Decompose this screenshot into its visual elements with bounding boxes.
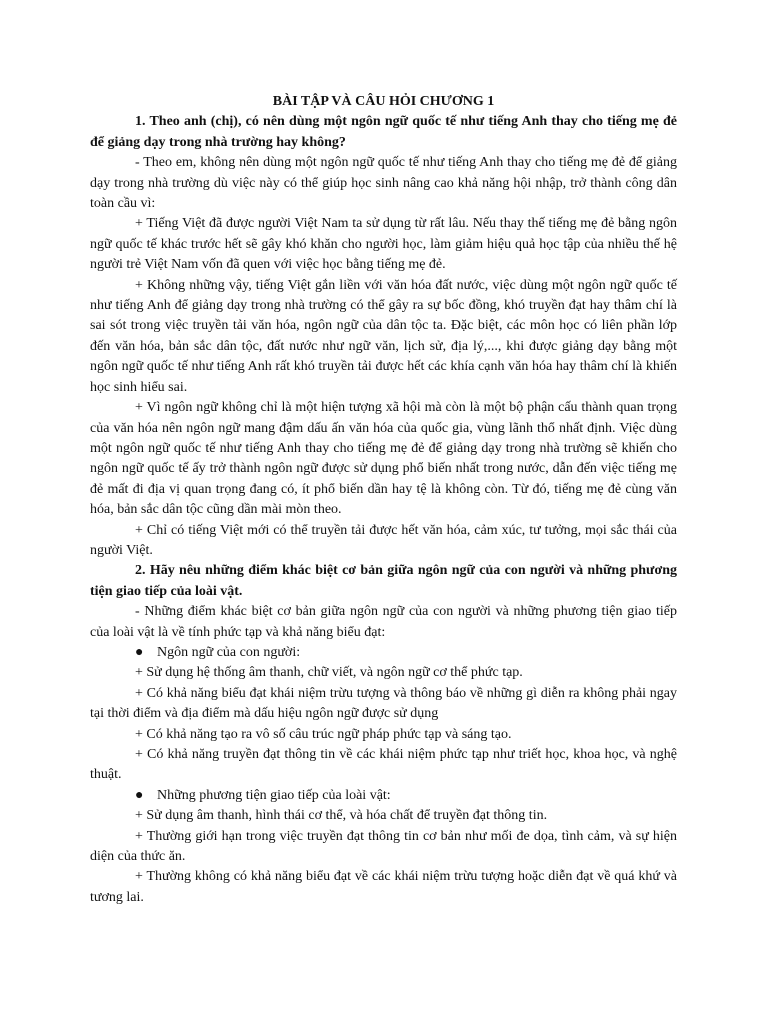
animal-point-1: + Sử dụng âm thanh, hình thái cơ thể, và hóa chất để truyền đạt thông tin. xyxy=(135,808,548,824)
question-1: 1. Theo anh (chị), có nên dùng một ngôn ngữ quốc tế như tiếng Anh thay cho tiếng mẹ đẻ để giảng dạy trong nhà trường hay không? xyxy=(90,114,677,150)
document-page xyxy=(90,92,677,908)
bullet-animal-communication xyxy=(90,786,677,806)
answer-1-intro: - Theo em, không nên dùng một ngôn ngữ quốc tế như tiếng Anh thay cho tiếng mẹ đẻ để giảng dạy trong nhà trường dù việc này có thể giúp học sinh nâng cao khả năng hội nhập, trở thành công dân toàn cầu vì: xyxy=(90,155,677,212)
human-point-4: + Có khả năng truyền đạt thông tin về các khái niệm phức tạp như triết học, khoa học, và nghệ thuật. xyxy=(90,747,677,783)
answer-1-point-1: + Tiếng Việt đã được người Việt Nam ta sử dụng từ rất lâu. Nếu thay thế tiếng mẹ đẻ bằng ngôn ngữ quốc tế khác trước hết sẽ gây khó khăn cho người học, làm giảm hiệu quả học tập của nhiều thế hệ người trẻ Việt Nam vốn đã quen với việc học bằng tiếng mẹ đẻ. xyxy=(90,216,677,273)
animal-point-2: + Thường giới hạn trong việc truyền đạt thông tin cơ bản như mối đe dọa, tình cảm, và sự hiện diện của thức ăn. xyxy=(90,828,677,865)
answer-2-intro: - Những điểm khác biệt cơ bản giữa ngôn ngữ của con người và những phương tiện giao tiếp của loài vật là về tính phức tạp và khả năng biểu đạt: xyxy=(90,604,677,640)
bullet-dot-icon: ● xyxy=(135,787,144,803)
page-title: BÀI TẬP VÀ CÂU HỎI CHƯƠNG 1 xyxy=(272,94,495,109)
question-2: 2. Hãy nêu những điểm khác biệt cơ bản giữa ngôn ngữ của con người và những phương tiện giao tiếp của loài vật. xyxy=(90,563,677,599)
bullet-human-language xyxy=(90,643,677,663)
bullet-dot-icon: ● xyxy=(135,644,144,660)
answer-1-point-4: + Chỉ có tiếng Việt mới có thể truyền tải được hết văn hóa, cảm xúc, tư tưởng, mọi sắc thái của người Việt. xyxy=(90,522,677,558)
bullet-label: Những phương tiện giao tiếp của loài vật: xyxy=(157,787,391,803)
bullet-label: Ngôn ngữ của con người: xyxy=(157,644,301,660)
animal-point-3: + Thường không có khả năng biểu đạt về các khái niệm trừu tượng hoặc diễn đạt về quá khứ và tương lai. xyxy=(90,869,677,905)
answer-1-point-2: + Không những vậy, tiếng Việt gắn liền với văn hóa đất nước, việc dùng một ngôn ngữ quốc tế như tiếng Anh để giảng dạy trong nhà trường có thể gây ra sự bốc đồng, khó truyền đạt hay thâm chí là sai sót trong việc truyền tải văn hóa, ngôn ngữ của dân tộc ta. Đặc biệt, các môn học có liên phần lớp đến văn hóa, bản sắc dân tộc, đất nước như ngữ văn, lịch sử, địa lý,..., khi được giảng dạy bằng một ngôn ngữ quốc tế như tiếng Anh rất khó truyền tải được hết các khía cạnh văn hóa hay thâm chí là khiến học sinh hiểu sai. xyxy=(90,277,677,395)
human-point-2: + Có khả năng biểu đạt khái niệm trừu tượng và thông báo về những gì diễn ra không phải ngay tại thời điểm và địa điểm mà dấu hiệu ngôn ngữ được sử dụng xyxy=(90,685,677,722)
human-point-3: + Có khả năng tạo ra vô số câu trúc ngữ pháp phức tạp và sáng tạo. xyxy=(135,726,512,742)
human-point-1: + Sử dụng hệ thống âm thanh, chữ viết, và ngôn ngữ cơ thể phức tạp. xyxy=(135,665,523,681)
answer-1-point-3: + Vì ngôn ngữ không chỉ là một hiện tượng xã hội mà còn là một bộ phận cấu thành quan trọng của văn hóa nên ngôn ngữ mang đậm dấu ấn văn hóa của quốc gia, vùng lãnh thổ nhất định. Việc dùng một ngôn ngữ quốc tế như tiếng Anh thay cho tiếng mẹ đẻ để giảng dạy trong nhà trường sẽ khiến cho ngôn ngữ quốc tế ấy trở thành ngôn ngữ được sử dụng phổ biến nhất trong nước, dẫn đến việc tiếng mẹ đẻ mất đi địa vị quan trọng đang có, ít phổ biến dần hay tệ là không còn. Từ đó, tiếng mẹ đẻ cùng văn hóa, bản sắc dân tộc cũng dần mài mòn theo. xyxy=(90,400,677,518)
